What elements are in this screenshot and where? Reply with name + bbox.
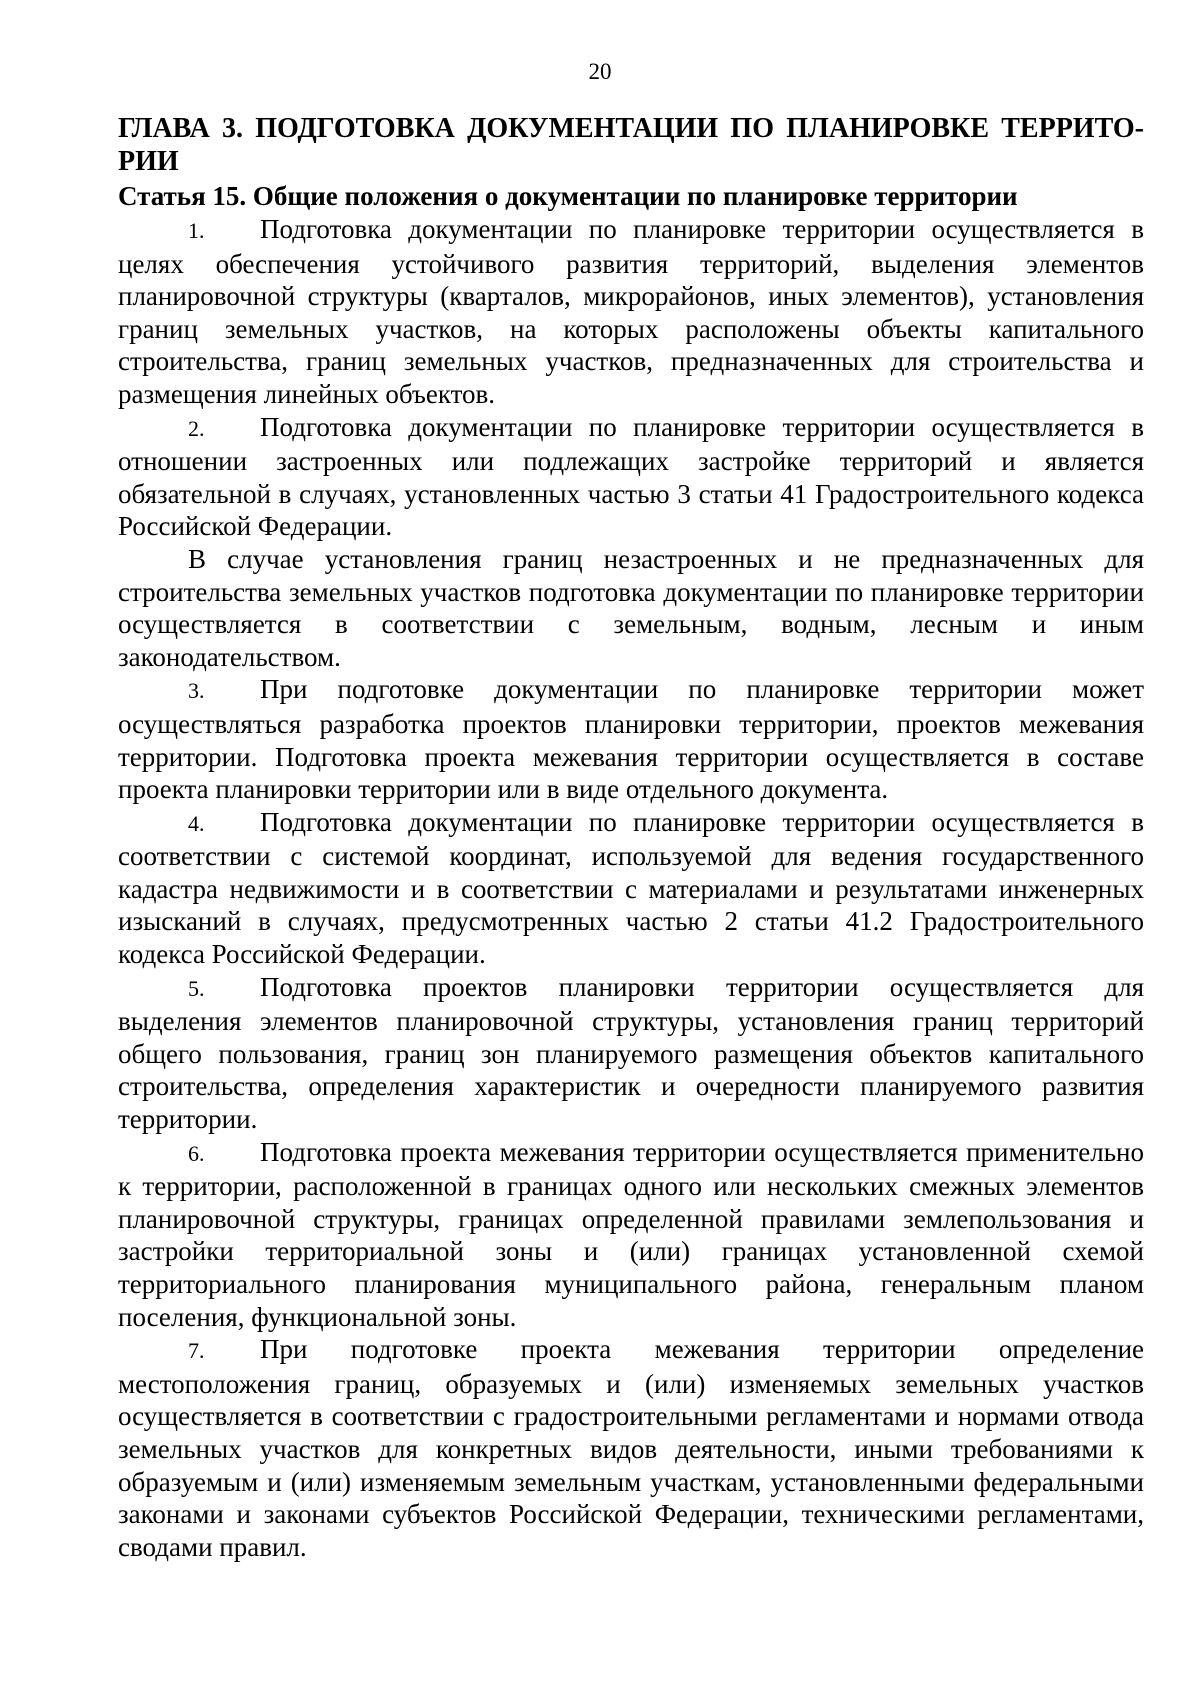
paragraph-text: Подготовка проектов планировки территории осуществляется для выделения элементов планировочной структуры, установления границ территорий общего пользования, границ зон планируемого размещения объектов капитального строительства, определения характеристик и очередности планируемого развития территории. (118, 971, 1144, 1135)
paragraph-number: 2. (188, 415, 205, 441)
paragraph-4 (118, 806, 1144, 971)
paragraph-text: Подготовка документации по планировке территории осуществляется в целях обеспечения устойчивого развития территорий, выделения элементов планировочной структуры (кварталов, микрорайонов, иных элементов), установления границ земельных участков, на которых расположены объекты капитального строительства, границ земельных участков, предназначенных для строительства и размещения линейных объектов. (118, 214, 1144, 409)
paragraph-3 (118, 673, 1144, 805)
paragraph-text: В случае установления границ незастроенных и не предназначенных для строительства земельных участков подготовка документации по планировке территории осуществляется в соответствии с земельным, водным, лесным и иным законодательством. (118, 543, 1144, 672)
paragraph-number: 4. (188, 810, 205, 836)
paragraph-text: При подготовке проекта межевания территории определение местоположения границ, образуемых и (или) изменяемых земельных участков осуществляется в соответствии с градостроительными регламентами и нормами отвода земельных участков для конкретных видов деятельности, иными требованиями к образуемым и (или) изменяемым земельным участкам, установленными федеральными законами и законами субъектов Российской Федерации, техническими регламентами, сводами правил. (118, 1334, 1144, 1562)
paragraph-2-continued (118, 543, 1144, 673)
paragraph-number: 7. (188, 1338, 205, 1364)
article-title: Статья 15. Общие положения о документации по планировке территории (118, 181, 1018, 211)
paragraph-6 (118, 1136, 1144, 1334)
paragraph-5 (118, 971, 1144, 1136)
paragraph-text: Подготовка документации по планировке территории осуществляется в соответствии с системой координат, используемой для ведения государственного кадастра недвижимости и в соответствии с материалами и результатами инженерных изысканий в случаях, предусмотренных частью 2 статьи 41.2 Градостроительного кодекса Российской Федерации. (118, 806, 1144, 970)
paragraph-number: 1. (188, 218, 205, 243)
paragraph-1 (118, 213, 1144, 411)
paragraph-2 (118, 411, 1144, 543)
paragraph-number: 3. (188, 678, 205, 704)
page-number: 20 (588, 59, 612, 84)
paragraph-text: Подготовка проекта межевания территории осуществляется применительно к территории, расположенной в границах одного или нескольких смежных элементов планировочной структуры, границах определенной правилами землепользования и застройки территориальной зоны и (или) границах установленной схемой территориального планирования муниципального района, генеральным планом поселения, функциональной зоны. (118, 1136, 1144, 1332)
paragraph-number: 6. (188, 1140, 205, 1166)
paragraph-text: При подготовке документации по планировке территории может осуществляться разработка проектов планировки территории, проектов межевания территории. Подготовка проекта межевания территории осуществляется в составе проекта планировки территории или в виде отдельного документа. (118, 674, 1144, 805)
paragraph-text: Подготовка документации по планировке территории осуществляется в отношении застроенных или подлежащих застройке территорий и является обязательной в случаях, установленных частью 3 статьи 41 Градостроительного кодекса Российской Федерации. (118, 411, 1144, 542)
document-body (118, 112, 1144, 1563)
paragraph-7 (118, 1333, 1144, 1563)
chapter-title: ГЛАВА 3. ПОДГОТОВКА ДОКУМЕНТАЦИИ ПО ПЛАНИРОВКЕ ТЕРРИТО-РИИ (118, 113, 1144, 177)
paragraph-number: 5. (188, 975, 205, 1001)
